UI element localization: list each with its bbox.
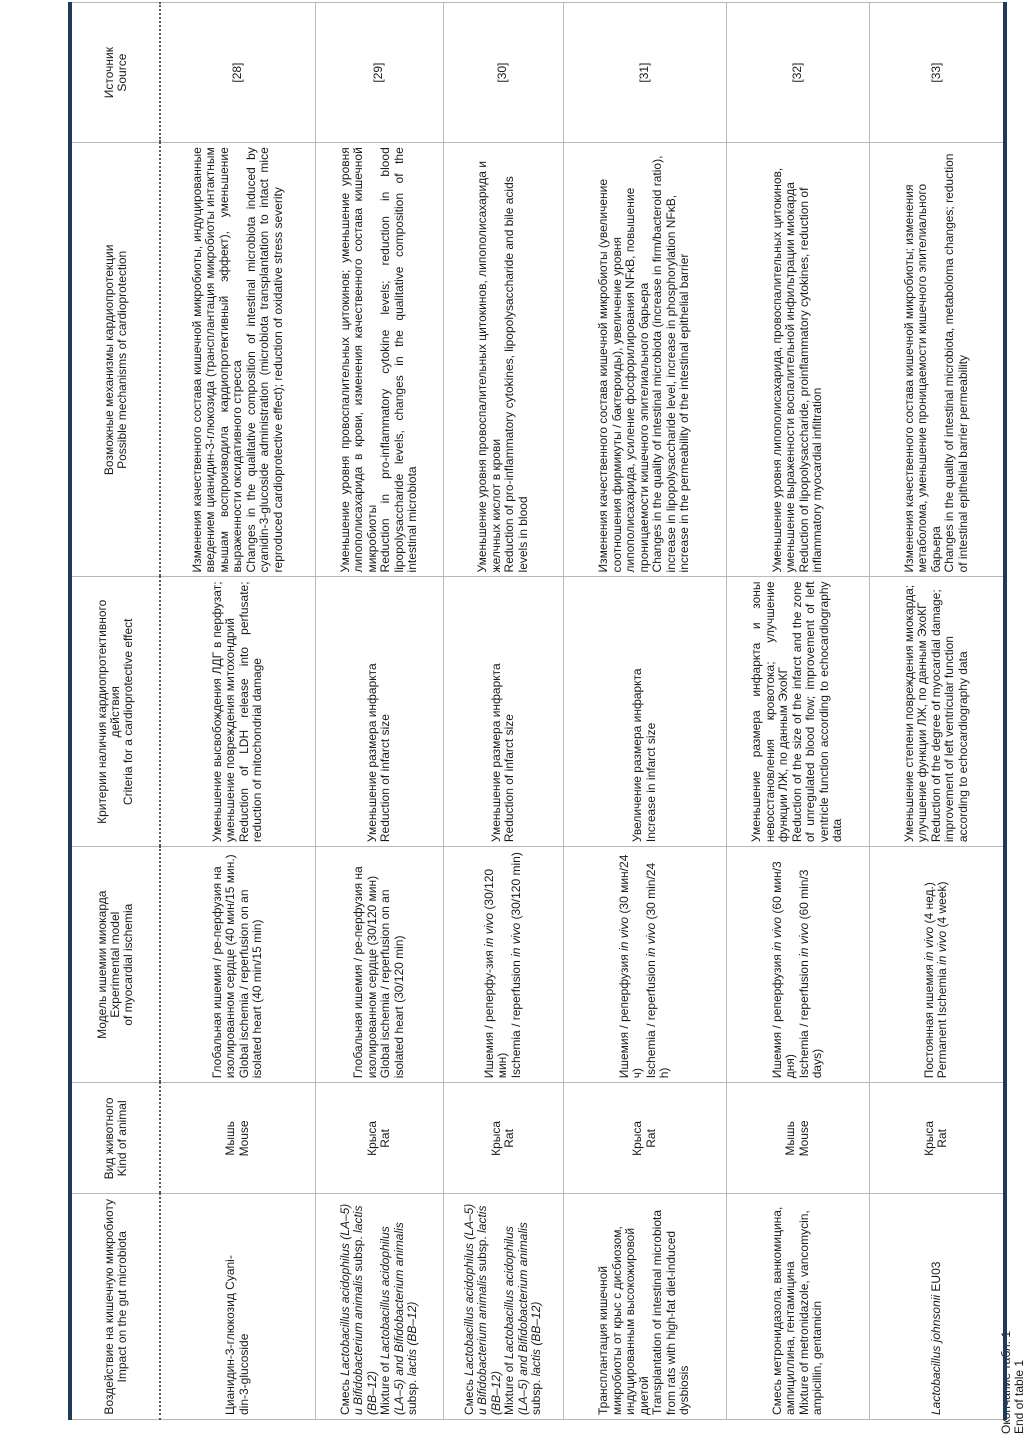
header-criteria-ru: Критерии наличия кардиопротективного действия	[95, 599, 122, 824]
model-ru	[483, 851, 510, 1078]
source-ref: [31]	[636, 62, 651, 83]
cell-impact	[315, 1194, 443, 1420]
model-ru-invivo: in vivo	[481, 912, 496, 947]
cell-animal	[315, 1083, 443, 1194]
animal-en: Mouse	[236, 1120, 251, 1157]
model-ru-part: Ишемия / реперфу-зия	[481, 946, 496, 1079]
criteria-en: Reduction of infarct size	[378, 714, 392, 843]
impact-ru-subspecies: lactis	[351, 1205, 365, 1233]
mechanisms-ru: Изменения качественного состава кишечной микробиоты (увеличение соотношения фирмикуты / бактероиды), увеличение уровня липополисахарида, усиление фосфорилирования NFκB, повышение проницаемости кишечного эпителиального барьера	[596, 178, 651, 573]
criteria-en: Reduction of LDH release into perfusate; reduction of mitochondrial damage	[236, 581, 265, 843]
mechanisms-en: Changes in the qualitative composition of intestinal microbiota induced by cyanidin-3-glucoside administration (microbiota transplantation to intact mice reproduced cardioprotective effect); reduction of oxidative stress severity	[243, 147, 285, 573]
cell-mechanisms	[443, 143, 563, 577]
impact-species	[930, 1199, 944, 1416]
impact-species-name: Lactobacillus johnsonii	[928, 1294, 943, 1415]
header-criteria	[70, 577, 160, 847]
impact-en-species: Bifidobacterium animalis	[391, 1222, 406, 1353]
cell-source	[315, 3, 443, 143]
cell-model	[726, 847, 869, 1083]
header-mechanisms	[70, 143, 160, 577]
cell-criteria	[160, 577, 315, 847]
source-ref: [32]	[789, 62, 804, 83]
model-en: Global ischemia / reperfusion on an isolated heart (30/120 min)	[378, 889, 406, 1079]
impact-en: din-3-glucoside	[236, 1333, 251, 1415]
impact-ru-species: Lactobacillus acidophilus	[461, 1243, 476, 1376]
header-model	[70, 847, 160, 1083]
table-row	[726, 3, 869, 1420]
criteria-en: Reduction of the degree of myocardial damage; improvement of left ventricular function according to echocardiography data	[928, 589, 970, 843]
criteria-ru: Уменьшение размера инфаркта	[488, 663, 503, 843]
animal-en: Mouse	[796, 1120, 811, 1157]
impact-en-species: Lactobacillus acidophilus	[502, 1226, 516, 1359]
impact-en-part: (BB–12)	[529, 1301, 543, 1349]
impact-ru-species: Bifidobacterium animalis	[351, 1274, 365, 1405]
header-source-en: Source	[114, 53, 129, 92]
cell-mechanisms	[315, 143, 443, 577]
impact-en-part: (LA–5) and	[391, 1352, 406, 1415]
impact-ru-part: (LA–5) и	[337, 1203, 365, 1415]
criteria-ru: Уменьшение степени повреждения миокарда; улучшение функции ЛЖ, по данным ЭхоКГ	[901, 584, 929, 843]
data-table	[68, 2, 1007, 1420]
impact-ru-part: Смесь	[461, 1375, 476, 1415]
caption-en: End of table 1	[1012, 1359, 1026, 1434]
impact-en-part: (LA–5) and	[515, 1352, 530, 1415]
table-wrapper	[68, 2, 998, 1420]
impact-ru: Трансплантация кишечной микробиоты от крыс с дисбиозом, индуцированным высокожировой диетой	[596, 1226, 651, 1415]
model-ru-part: Ишемия / реперфузия	[616, 950, 631, 1079]
impact-en-subspecies: lactis	[529, 1348, 543, 1377]
animal-ru: Крыса	[630, 1120, 644, 1156]
criteria-en: Increase in infarct size	[643, 722, 658, 843]
cell-source	[726, 3, 869, 143]
model-ru: Глобальная ишемия / ре-перфузия на изолированном сердце (40 мин/15 мин.)	[209, 854, 238, 1079]
cell-animal	[443, 1083, 563, 1194]
impact-ru: Смесь метронидазола, ванкомицина, ампициллина, гентамицина	[769, 1206, 797, 1415]
cell-mechanisms	[563, 143, 726, 577]
model-en-part: Ischemia / reperfusion	[643, 956, 658, 1079]
model-en-invivo: in vivo	[935, 930, 950, 965]
model-en-invivo: in vivo	[796, 922, 811, 957]
mechanisms-ru: Изменения качественного состава кишечной микробиоты, индуцированные введением цианидин-3-глюкозида (трансплантация микробиоты интактным мышам воспроизводила кардиопротективный эффект), уменьшение выраженности оксидативного стресса	[189, 147, 244, 573]
header-row	[70, 3, 160, 1420]
animal-ru: Крыса	[488, 1120, 503, 1156]
animal-en: Rat	[935, 1129, 950, 1148]
cell-impact	[443, 1194, 563, 1420]
model-en	[510, 851, 524, 1078]
impact-ru-species: Bifidobacterium animalis	[475, 1274, 489, 1405]
cell-model	[443, 847, 563, 1083]
impact-en	[503, 1199, 544, 1416]
impact-en-part: subsp.	[529, 1376, 543, 1415]
cell-mechanisms	[726, 143, 869, 577]
impact-ru-species: Lactobacillus acidophilus	[337, 1243, 352, 1376]
header-criteria-en: Criteria for a cardioprotective effect	[121, 618, 135, 806]
cell-criteria	[563, 577, 726, 847]
impact-en-species: Lactobacillus acidophilus	[378, 1226, 392, 1359]
table-row	[315, 3, 443, 1420]
header-source-ru: Источник	[101, 47, 116, 99]
cell-source	[869, 3, 1005, 143]
animal-ru: Крыса	[921, 1120, 936, 1156]
mechanisms-en: Reduction in pro-inflammatory cytokine levels; reduction in blood lipopolysaccharide levels, changes in the qualitative composition of the intestinal microbiota	[378, 147, 419, 573]
impact-en-part: subsp.	[405, 1376, 419, 1415]
impact-ru-part: subsp.	[351, 1232, 365, 1275]
table-row	[869, 3, 1005, 1420]
impact-en-part: (BB–12)	[405, 1301, 419, 1349]
header-mechanisms-en: Possible mechanisms of cardioprotection	[114, 250, 129, 469]
animal-en: Rat	[643, 1129, 658, 1148]
cell-model	[315, 847, 443, 1083]
model-en-invivo: in vivo	[643, 922, 658, 957]
model-en-part: Ischemia / reperfusion	[796, 956, 811, 1079]
cell-model	[160, 847, 315, 1083]
impact-en-subspecies: lactis	[405, 1348, 419, 1377]
mechanisms-en: Changes in the quality of intestinal microbiota, metaboloma changes; reduction of intestinal epithelial barrier permeability	[942, 153, 970, 573]
cell-model	[869, 847, 1005, 1083]
cell-criteria	[869, 577, 1005, 847]
impact-en: Mixture of metronidazole, vancomycin, ampicillin, gentamicin	[796, 1210, 824, 1415]
model-en-part: (30/120 min)	[508, 852, 523, 923]
cell-criteria	[443, 577, 563, 847]
mechanisms-ru: Уменьшение уровня провоспалительных цитокинов; уменьшение уровня липополисахарида в крови, изменения качественного состава кишечной микробиоты	[337, 147, 379, 573]
header-model-ru: Модель ишемии миокарда	[95, 890, 109, 1039]
header-impact	[70, 1194, 160, 1420]
model-en-part: (4 week)	[935, 881, 950, 931]
model-ru-part: (60 мин/3 дня)	[769, 861, 797, 1079]
criteria-en: Reduction of the size of the infarct and the zone of unregulated blood flow; improvement of left ventricle function according to echocardiography data	[789, 581, 845, 843]
cell-mechanisms	[869, 143, 1005, 577]
header-source	[70, 3, 160, 143]
impact-ru: Цианидин-3-глюкозид Cyani-	[223, 1255, 238, 1415]
cell-impact	[726, 1194, 869, 1420]
cell-source	[443, 3, 563, 143]
source-ref: [33]	[928, 62, 943, 83]
cell-impact	[563, 1194, 726, 1420]
model-en-invivo: in vivo	[508, 922, 523, 957]
model-en: Global ischemia / reperfusion on an isolated heart (40 min/15 min)	[236, 889, 265, 1079]
model-ru-part: Постоянная ишемия	[921, 960, 936, 1079]
model-ru	[771, 851, 798, 1078]
criteria-ru: Увеличение размера инфаркта	[630, 668, 644, 843]
model-ru-invivo: in vivo	[921, 926, 936, 961]
source-ref: [29]	[371, 62, 386, 83]
impact-ru-part: (LA–5) и	[461, 1203, 489, 1415]
model-ru-part: (30/120 мин)	[481, 868, 510, 1079]
source-ref: [30]	[495, 62, 510, 83]
mechanisms-ru: Изменения качественного состава кишечной микробиоты; изменения метаболома, уменьшение проницаемости кишечного эпителиального барьера	[901, 183, 943, 573]
cell-source	[160, 3, 315, 143]
model-en-part: (30 min/24 h)	[643, 862, 671, 1079]
impact-ru-part: subsp.	[475, 1232, 489, 1275]
impact-ru-part: (BB–12)	[488, 1370, 503, 1415]
model-en	[645, 851, 672, 1078]
model-ru-part: Ишемия / реперфузия	[769, 950, 784, 1079]
cell-model	[563, 847, 726, 1083]
header-impact-ru: Воздействие на кишечную микробиоту	[101, 1198, 116, 1415]
cell-animal	[869, 1083, 1005, 1194]
impact-ru-subspecies: lactis	[475, 1205, 489, 1233]
caption-ru: Окончание табл. 1	[999, 1331, 1013, 1434]
model-en-part: Ischemia / reperfusion	[508, 956, 523, 1079]
impact-ru	[463, 1199, 504, 1416]
header-animal-ru: Вид животного	[101, 1097, 116, 1180]
cell-criteria	[315, 577, 443, 847]
criteria-en: Reduction of infarct size	[502, 714, 516, 843]
impact-strain: EU03	[928, 1261, 943, 1295]
impact-en-species: Bifidobacterium animalis	[515, 1222, 530, 1353]
model-ru-invivo: in vivo	[769, 916, 784, 951]
cell-mechanisms	[160, 143, 315, 577]
mechanisms-ru: Уменьшение уровня липополисахарида, провоспалительных цитокинов, уменьшение выраженности воспалительной инфильтрации миокарда	[769, 167, 797, 573]
criteria-ru: Уменьшение размера инфаркта и зоны невосстановления кровотока; улучшение функции ЛЖ, по данным ЭхоКГ	[749, 581, 791, 843]
model-en-part: Permanent Ischemia	[935, 964, 950, 1079]
impact-ru	[339, 1199, 380, 1416]
impact-ru-part: Смесь	[337, 1375, 352, 1415]
model-en	[936, 851, 950, 1078]
table-row	[160, 3, 315, 1420]
header-animal	[70, 1083, 160, 1194]
header-mechanisms-ru: Возможные механизмы кардиопротекции	[101, 244, 116, 476]
model-en	[798, 851, 825, 1078]
mechanisms-en: Reduction of pro-inflammatory cytokines, lipopolysaccharide and bile acids levels in blood	[502, 176, 530, 573]
cell-impact	[869, 1194, 1005, 1420]
mechanisms-en: Changes in the quality of intestinal microbiota (increase in firm/bacteroid ratio), increase in lipopolysaccharide level, increase in phosphorylation NFκB, increase in the permeability of the intestinal epithelial barrier	[650, 155, 692, 573]
header-impact-en: Impact on the gut microbiota	[114, 1231, 129, 1383]
model-ru-part: (30 мин/24 ч)	[616, 854, 644, 1079]
mechanisms-ru: Уменьшение уровня провоспалительных цитокинов, липополисахарида и желчных кислот в крови	[475, 161, 503, 573]
impact-en-part: Mixture of	[378, 1358, 392, 1415]
animal-en: Rat	[378, 1129, 392, 1148]
mechanisms-en: Reduction of lipopolysaccharide, proinflammatory cytokines, reduction of inflammatory myocardial infiltration	[796, 187, 824, 573]
table-row	[563, 3, 726, 1420]
impact-en-part: Mixture of	[502, 1358, 516, 1415]
header-model-en2: of myocardial ischemia	[121, 903, 135, 1026]
animal-en: Rat	[502, 1129, 516, 1148]
model-ru-invivo: in vivo	[616, 916, 631, 951]
model-ru	[618, 851, 645, 1078]
cell-source	[563, 3, 726, 143]
animal-ru: Мышь	[783, 1121, 797, 1156]
cell-criteria	[726, 577, 869, 847]
header-model-en1: Experimental model	[108, 911, 122, 1018]
impact-en	[379, 1199, 420, 1416]
cell-animal	[160, 1083, 315, 1194]
model-ru-part: (4 нед.)	[921, 882, 936, 927]
animal-ru: Крыса	[364, 1120, 379, 1156]
model-en-part: (60 min/3 days)	[796, 869, 824, 1079]
table-row	[443, 3, 563, 1420]
criteria-ru: Уменьшение высвобождения ЛДГ в перфузат; уменьшение повреждения митохондрий	[209, 581, 238, 843]
header-animal-en: Kind of animal	[114, 1100, 129, 1177]
model-ru: Глобальная ишемия / ре-перфузия на изолированном сердце (30/120 мин)	[351, 866, 379, 1079]
model-ru	[923, 851, 937, 1078]
impact-en: Transplantation of intestinal microbiota from rats with high-fat diet-induced dysbiosis	[650, 1210, 692, 1415]
cell-animal	[563, 1083, 726, 1194]
source-ref: [28]	[230, 62, 244, 83]
cell-impact	[160, 1194, 315, 1420]
cell-animal	[726, 1083, 869, 1194]
impact-ru-part: (BB–12)	[364, 1370, 379, 1415]
animal-ru: Мышь	[223, 1121, 238, 1156]
criteria-ru: Уменьшение размера инфаркта	[364, 663, 379, 843]
